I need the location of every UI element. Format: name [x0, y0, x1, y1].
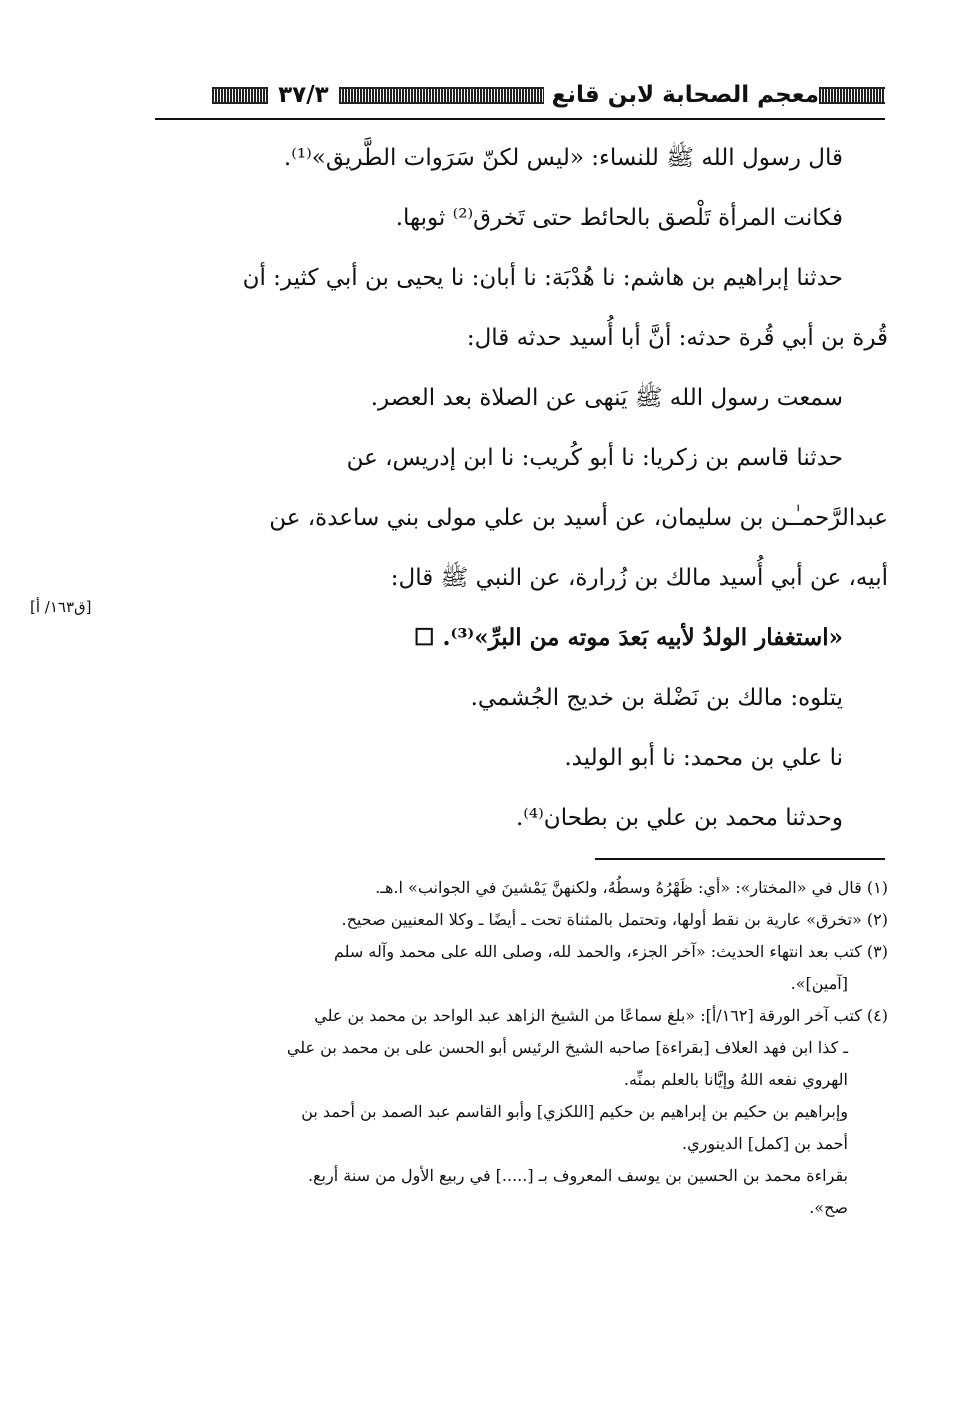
text-line: نا علي بن محمد: نا أبو الوليد. [564, 745, 843, 771]
footnote-4-cont: ـ كذا ابن فهد العلاف [بقراءة] صاحبه الشيخ الرئيس أبو الحسن على بن محمد بن علي [286, 1038, 848, 1057]
manuscript-folio-note: [ق١٦٣/ أ] [30, 598, 92, 616]
header-ornament-left [212, 87, 268, 104]
header-ornament-middle [339, 87, 544, 104]
text-line: فكانت المرأة تَلْصق بالحائط حتى تَخرق⁽²⁾ ثوبها. [395, 205, 843, 231]
footnote-1: (١) قال في «المختار»: «أي: ظَهْرُهُ وسطُهُ، ولكنهنَّ يَمْشينَ في الجوانب» ا.هـ. [375, 878, 888, 897]
footnote-2: (٢) «تخرق» عارية بن نقط أولها، وتحتمل بالمثناة تحت ـ أيضًا ـ وكلا المعنيين صحيح. [341, 910, 888, 929]
text-line: حدثنا إبراهيم بن هاشم: نا هُدْبَة: نا أبان: نا يحيى بن أبي كثير: أن [242, 265, 843, 291]
footnote-4-cont: بقراءة محمد بن الحسين بن يوسف المعروف بـ [.....] في ربيع الأول من سنة أربع. [307, 1166, 848, 1185]
footnote-3-cont: [آمين]». [790, 974, 848, 993]
text-line: حدثنا قاسم بن زكريا: نا أبو كُريب: نا ابن إدريس، عن [346, 445, 843, 471]
text-line: قال رسول الله ﷺ للنساء: «ليس لكنّ سَرَوات الطَّريق»⁽¹⁾. [283, 145, 843, 171]
page-number: ٣٧/٣ [278, 82, 329, 108]
text-line: أبيه، عن أبي أُسيد مالك بن زُرارة، عن النبي ﷺ قال: [390, 565, 888, 591]
text-line: يتلوه: مالك بن نَضْلة بن خديج الجُشمي. [470, 685, 843, 711]
footnote-4: (٤) كتب آخر الورقة [١٦٢/أ]: «بلغ سماعًا من الشيخ الزاهد عبد الواحد بن محمد بن علي [314, 1006, 888, 1025]
text-line: وحدثنا محمد بن علي بن بطحان⁽⁴⁾. [515, 805, 843, 831]
header-ornament-right [819, 87, 885, 104]
text-line: سمعت رسول الله ﷺ يَنهى عن الصلاة بعد العصر. [370, 385, 843, 411]
hadith-quote: «استغفار الولدُ لأبيه بَعدَ موته من البرِّ»⁽³⁾. ☐ [413, 624, 843, 651]
footnote-4-cont: صح». [809, 1198, 848, 1217]
book-title: معجم الصحابة لابن قانع [551, 82, 819, 108]
header-divider [155, 118, 885, 120]
main-text [150, 128, 888, 848]
page-header [155, 78, 885, 112]
footnote-4-cont: وإبراهيم بن حكيم بن إبراهيم بن حكيم [اللكزي] وأبو القاسم عبد الصمد بن أحمد بن [301, 1102, 848, 1121]
text-line: قُرة بن أبي قُرة حدثه: أنَّ أبا أُسيد حدثه قال: [466, 325, 888, 351]
footnote-4-cont: أحمد بن [كمل] الدينوري. [682, 1134, 848, 1153]
footnotes [150, 872, 888, 1224]
footnote-divider [595, 858, 885, 860]
text-line: عبدالرَّحمـٰـن بن سليمان، عن أسيد بن علي مولى بني ساعدة، عن [269, 505, 888, 531]
footnote-3: (٣) كتب بعد انتهاء الحديث: «آخر الجزء، والحمد لله، وصلى الله على محمد وآله سلم [333, 942, 888, 961]
footnote-4-cont: الهروي نفعه اللهُ وإيَّانا بالعلم بمنِّه. [623, 1070, 848, 1089]
